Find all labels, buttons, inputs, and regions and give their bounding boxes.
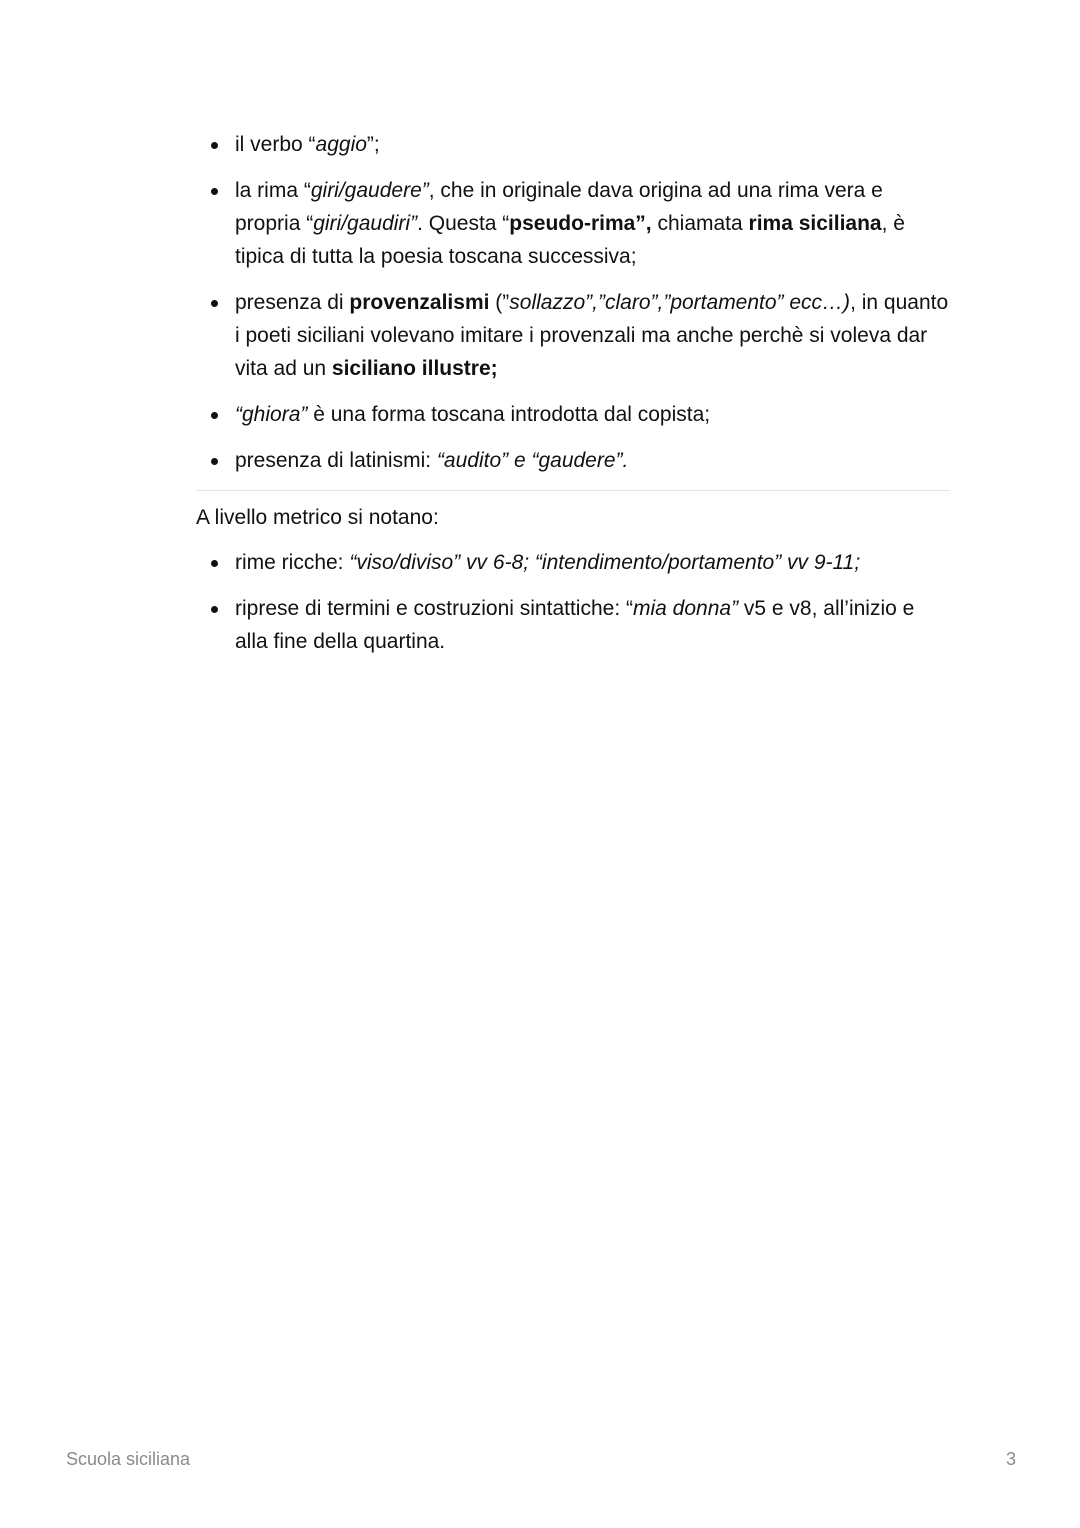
- text-run: riprese di termini e costruzioni sintattiche: “: [235, 597, 633, 620]
- text-run: , in quanto i poeti siciliani volevano imitare i provenzali ma anche perchè si voleva dar vita ad un: [235, 291, 949, 380]
- text-run-italic: “ghiora”: [235, 403, 308, 426]
- text-run-bold: provenzalismi: [349, 291, 490, 314]
- list-item-rima: [196, 174, 950, 273]
- text-run-italic: giri/gaudere”: [310, 179, 429, 202]
- text-run: presenza di: [235, 291, 350, 314]
- page-number: 3: [1005, 1449, 1016, 1469]
- text-run: chiamata: [651, 212, 749, 235]
- document-body: [196, 128, 950, 671]
- footer-title: Scuola siciliana: [66, 1449, 191, 1469]
- text-run-italic: “audito” e “gaudere”.: [436, 449, 629, 472]
- text-run: (”: [489, 291, 510, 314]
- list-item-aggio: [196, 128, 950, 161]
- horizontal-divider: [196, 490, 950, 491]
- text-run-italic: “viso/diviso” vv 6-8; “intendimento/portamento” vv 9-11;: [349, 551, 861, 574]
- list-item-provenzalismi: [196, 286, 950, 385]
- metric-intro-paragraph: A livello metrico si notano:: [196, 506, 439, 529]
- list-item-ghiora: [196, 398, 950, 431]
- text-run: il verbo “: [235, 133, 316, 156]
- text-run: rime ricche:: [235, 551, 350, 574]
- text-run: presenza di latinismi:: [235, 449, 437, 472]
- text-run: , è tipica di tutta la poesia toscana successiva;: [235, 212, 905, 268]
- features-list: [196, 128, 950, 477]
- text-run: ”;: [366, 133, 380, 156]
- text-run-bold: pseudo-rima”,: [509, 212, 652, 235]
- metric-list: [196, 546, 950, 658]
- text-run-bold: siciliano illustre;: [331, 357, 498, 380]
- text-run-italic: sollazzo”,”claro”,”portamento” ecc…): [509, 291, 851, 314]
- text-run: la rima “: [235, 179, 311, 202]
- text-run: è una forma toscana introdotta dal copista;: [307, 403, 711, 426]
- text-run-italic: aggio: [315, 133, 367, 156]
- text-run-bold: rima siciliana: [748, 212, 882, 235]
- text-run-italic: giri/gaudiri”: [313, 212, 418, 235]
- text-run-italic: mia donna”: [633, 597, 739, 620]
- list-item-riprese: [196, 592, 950, 658]
- list-item-rime-ricche: [196, 546, 950, 579]
- text-run: , che in originale dava origina ad una rima vera e propria “: [235, 179, 883, 235]
- list-item-latinismi: [196, 444, 950, 477]
- text-run: . Questa “: [417, 212, 510, 235]
- text-run: v5 e v8, all’inizio e alla fine della quartina.: [235, 597, 915, 653]
